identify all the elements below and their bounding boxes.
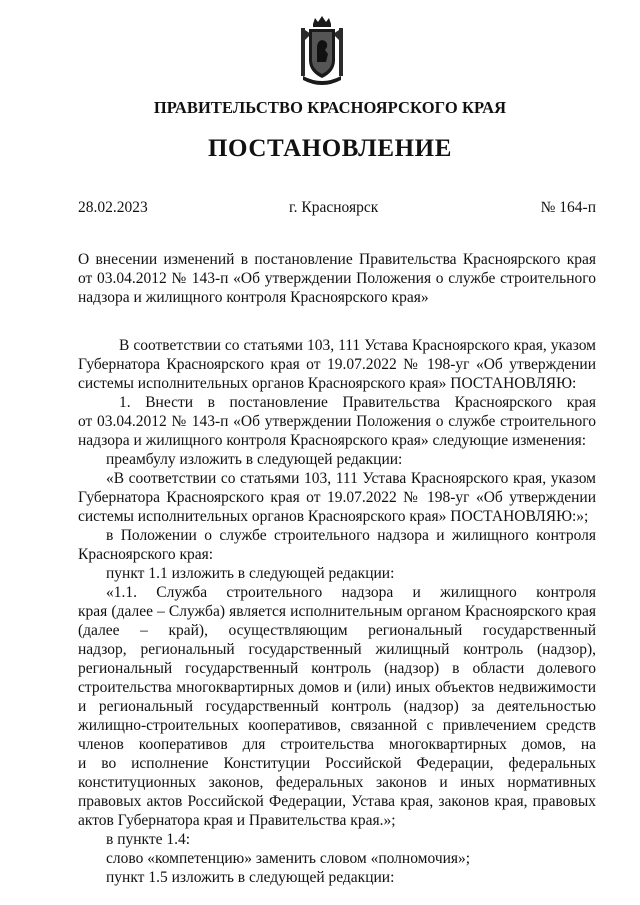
body-line: конституционных законов, федеральных законов и иных нормативных — [78, 774, 596, 791]
body-line: «1.1. Служба строительного надзора и жилищного контроля — [106, 584, 596, 601]
body-line: членов кооперативов для строительства многоквартирных домов, на — [78, 736, 596, 753]
subject-line: надзора и жилищного контроля Красноярского края» — [78, 289, 429, 306]
body-line: в пункте 1.4: — [106, 831, 191, 848]
body-line: региональный государственный контроль (надзор) в области долевого — [78, 660, 596, 677]
subject-line: от 03.04.2012 № 143-п «Об утверждении Положения о службе строительного — [78, 270, 596, 287]
document-city: г. Красноярск — [289, 199, 379, 216]
body-line: и во исполнение Конституции Российской Федерации, федеральных — [78, 755, 596, 772]
body-line: (далее – край), осуществляющим региональный государственный — [78, 622, 596, 639]
body-line: жилищно-строительных кооперативов, связанной с привлечением средств — [78, 717, 596, 734]
body-line: в Положении о службе строительного надзора и жилищного контроля — [106, 527, 596, 544]
body-line: Губернатора Красноярского края от 19.07.2022 № 198-уг «Об утверждении — [78, 489, 596, 506]
government-name: ПРАВИТЕЛЬСТВО КРАСНОЯРСКОГО КРАЯ — [153, 98, 507, 117]
body-line: надзора и жилищного контроля Красноярского края» следующие изменения: — [78, 432, 587, 449]
document-type-title: ПОСТАНОВЛЕНИЕ — [207, 135, 453, 162]
body-line: системы исполнительных органов Красноярского края» ПОСТАНОВЛЯЮ: — [78, 375, 577, 392]
body-line: и региональный государственный контроль (надзор) за деятельностью — [78, 698, 596, 715]
document-body — [78, 336, 596, 887]
body-line: В соответствии со статьями 103, 111 Устава Красноярского края, указом — [119, 337, 596, 354]
document-number: № 164-п — [540, 199, 596, 216]
body-line: слово «компетенцию» заменить словом «полномочия»; — [106, 850, 471, 867]
body-line: края (далее – Служба) является исполнительным органом Красноярского края — [78, 603, 596, 620]
document-subject — [78, 250, 596, 307]
body-line: правовых актов Российской Федерации, Устава края, законов края, правовых — [78, 793, 596, 810]
subject-line: О внесении изменений в постановление Правительства Красноярского края — [78, 251, 596, 268]
body-line: надзор, региональный государственный жилищный контроль (надзор), — [78, 641, 596, 658]
body-line: Губернатора Красноярского края от 19.07.2022 № 198-уг «Об утверждении — [78, 356, 596, 373]
body-line: Красноярского края: — [78, 546, 214, 563]
body-line: пункт 1.5 изложить в следующей редакции: — [106, 869, 395, 886]
body-line: актов Губернатора края и Правительства края.»; — [78, 812, 396, 829]
krasnoyarsk-coat-of-arms-icon — [295, 14, 349, 88]
body-line: пункт 1.1 изложить в следующей редакции: — [106, 565, 395, 582]
body-line: от 03.04.2012 № 143-п «Об утверждении Положения о службе строительного — [78, 413, 596, 430]
body-line: строительства многоквартирных домов и (или) иных объектов недвижимости — [78, 679, 596, 696]
body-line: «В соответствии со статьями 103, 111 Устава Красноярского края, указом — [106, 470, 596, 487]
body-line: 1. Внести в постановление Правительства Красноярского края — [119, 394, 596, 411]
body-line: системы исполнительных органов Красноярского края» ПОСТАНОВЛЯЮ:»; — [78, 508, 589, 525]
body-line: преамбулу изложить в следующей редакции: — [106, 451, 403, 468]
document-date: 28.02.2023 — [78, 199, 148, 216]
